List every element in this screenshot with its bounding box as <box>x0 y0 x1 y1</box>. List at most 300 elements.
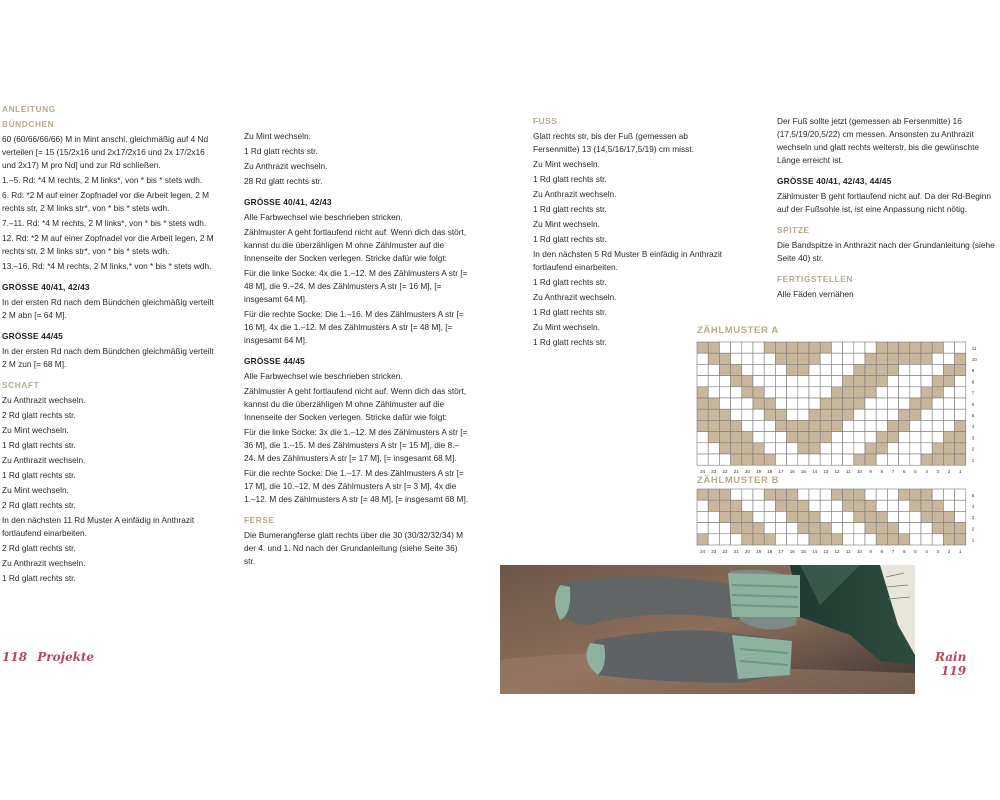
chart-cell-empty <box>843 511 854 522</box>
chart-cell-empty <box>753 409 764 420</box>
chart-cell-filled <box>943 364 954 375</box>
chart-cell-empty <box>731 489 742 500</box>
chart-cell-filled <box>955 432 966 443</box>
chart-cell-filled <box>809 534 820 545</box>
chart-cell-filled <box>910 353 921 364</box>
chart-cell-filled <box>876 443 887 454</box>
chart-cell-empty <box>764 364 775 375</box>
chart-cell-empty <box>831 364 842 375</box>
chart-cell-empty <box>843 353 854 364</box>
heading-all-sizes: GRÖSSE 40/41, 42/43, 44/45 <box>777 176 892 186</box>
chart-cell-empty <box>787 443 798 454</box>
chart-b <box>697 489 975 554</box>
chart-cell-empty <box>955 409 966 420</box>
section-anleitung: ANLEITUNG <box>2 104 56 114</box>
chart-cell-empty <box>719 454 730 465</box>
chart-cell-filled <box>719 420 730 431</box>
chart-cell-filled <box>809 443 820 454</box>
chart-cell-filled <box>955 353 966 364</box>
chart-cell-empty <box>775 454 786 465</box>
schaft-line: 1 Rd glatt rechts str. <box>2 440 76 450</box>
chart-cell-filled <box>865 511 876 522</box>
chart-cell-filled <box>865 523 876 534</box>
chart-cell-filled <box>865 443 876 454</box>
chart-cell-empty <box>798 376 809 387</box>
chart-cell-filled <box>921 454 932 465</box>
chart-cell-empty <box>887 398 898 409</box>
chart-cell-filled <box>798 364 809 375</box>
chart-cell-empty <box>742 500 753 511</box>
row-instruction: 6. Rd: *2 M auf einer Zopfnadel vor die Arbeit legen, 2 M rechts str, 2 M links str*, von * bis * stets wdh. <box>2 190 210 213</box>
chart-cell-filled <box>742 534 753 545</box>
paragraph: Für die rechte Socke: Die 1.–16. M des Zählmusters A str [= 16 M], 4x die 1.–12. M des Zählmusters A str [= 48 M], [= insgesamt 64 M]. <box>244 309 464 345</box>
column-number: 13 <box>823 469 829 475</box>
chart-cell-filled <box>719 353 730 364</box>
column-number: 12 <box>834 469 840 475</box>
chart-cell-filled <box>798 500 809 511</box>
chart-cell-empty <box>742 409 753 420</box>
column-number: 21 <box>733 469 739 475</box>
chart-cell-filled <box>831 489 842 500</box>
chart-cell-empty <box>820 364 831 375</box>
chart-cell-empty <box>943 409 954 420</box>
chart-cell-filled <box>843 398 854 409</box>
row-number: 8 <box>971 379 975 385</box>
chart-cell-filled <box>943 534 954 545</box>
chart-cell-empty <box>854 432 865 443</box>
chart-cell-empty <box>719 376 730 387</box>
chart-cell-filled <box>865 376 876 387</box>
chart-cell-empty <box>708 523 719 534</box>
chart-cell-filled <box>831 420 842 431</box>
chart-cell-empty <box>899 500 910 511</box>
chart-cell-empty <box>843 364 854 375</box>
instruction-line: Zu Anthrazit wechseln. <box>533 189 617 199</box>
chart-cell-empty <box>697 454 708 465</box>
chart-cell-empty <box>921 364 932 375</box>
chart-cell-filled <box>854 398 865 409</box>
chart-cell-empty <box>753 376 764 387</box>
chart-cell-empty <box>719 523 730 534</box>
chart-cell-empty <box>865 398 876 409</box>
chart-cell-filled <box>787 353 798 364</box>
column-number: 5 <box>914 469 917 475</box>
chart-cell-empty <box>775 398 786 409</box>
chart-cell-empty <box>809 489 820 500</box>
chart-cell-empty <box>764 420 775 431</box>
instruction-line: Zu Mint wechseln. <box>533 219 600 229</box>
chart-cell-empty <box>932 432 943 443</box>
chart-cell-filled <box>899 420 910 431</box>
chart-cell-filled <box>787 432 798 443</box>
chart-cell-empty <box>787 523 798 534</box>
chart-cell-filled <box>708 420 719 431</box>
column-number: 15 <box>800 549 806 554</box>
chart-cell-empty <box>787 387 798 398</box>
chart-cell-empty <box>708 511 719 522</box>
chart-cell-empty <box>955 387 966 398</box>
chart-cell-empty <box>708 364 719 375</box>
chart-cell-filled <box>753 534 764 545</box>
chart-cell-empty <box>887 387 898 398</box>
chart-cell-filled <box>764 398 775 409</box>
section-spitze: SPITZE <box>777 225 810 235</box>
row-number: 3 <box>971 435 975 441</box>
chart-cell-filled <box>932 500 943 511</box>
row-number: 2 <box>971 526 975 532</box>
chart-cell-filled <box>708 398 719 409</box>
chart-cell-empty <box>887 500 898 511</box>
column-number: 13 <box>823 549 829 554</box>
chart-cell-filled <box>809 523 820 534</box>
chart-cell-filled <box>764 409 775 420</box>
chart-cell-filled <box>731 443 742 454</box>
foot-length-text: Der Fuß sollte jetzt (gemessen ab Fersenmitte) 16 (17,5/19/20,5/22) cm messen. Ansonsten zu Anthrazit wechseln und glatt rechts weiterstr, bis die gewünschte Länge erreicht ist. <box>777 116 979 165</box>
paragraph: Zählmuster A geht fortlaufend nicht auf. Wenn dich das stört, kannst du die überzähligen M ohne Zählmuster auf die Innenseite der Socken verlegen. Stricke dafür wie folgt: <box>244 386 467 422</box>
chart-cell-filled <box>775 353 786 364</box>
chart-cell-empty <box>775 534 786 545</box>
chart-cell-filled <box>787 489 798 500</box>
chart-cell-empty <box>775 432 786 443</box>
chart-cell-empty <box>719 534 730 545</box>
chart-cell-filled <box>876 342 887 353</box>
chart-cell-filled <box>887 432 898 443</box>
chart-cell-filled <box>955 523 966 534</box>
chart-cell-empty <box>854 409 865 420</box>
chart-cell-filled <box>921 353 932 364</box>
chart-cell-empty <box>719 342 730 353</box>
chart-cell-filled <box>910 489 921 500</box>
section-ferse: FERSE <box>244 515 275 525</box>
chart-cell-empty <box>887 443 898 454</box>
section-label-left: Projekte <box>37 650 95 664</box>
chart-cell-empty <box>753 364 764 375</box>
buendchen-text: 60 (60/66/66/66) M in Mint anschl, gleichmäßig auf 4 Nd verteilen [= 15 (15/2x16 und 2x17/2x16 und 2x 17/2x16 und 2x17) M pro Nd] und zur Rd schließen. <box>2 134 209 170</box>
chart-cell-filled <box>943 376 954 387</box>
column-number: 17 <box>778 549 784 554</box>
chart-cell-empty <box>887 376 898 387</box>
chart-cell-filled <box>955 364 966 375</box>
chart-cell-filled <box>876 364 887 375</box>
schaft-line: Zu Mint wechseln. <box>2 485 69 495</box>
chart-cell-empty <box>775 387 786 398</box>
chart-cell-filled <box>731 500 742 511</box>
chart-cell-empty <box>899 454 910 465</box>
chart-cell-empty <box>697 523 708 534</box>
schaft-line: 1 Rd glatt rechts str. <box>2 470 76 480</box>
chart-cell-empty <box>854 342 865 353</box>
size-40-43-text: In der ersten Rd nach dem Bündchen gleichmäßig verteilt 2 M abn [= 64 M]. <box>2 297 214 320</box>
chart-cell-filled <box>820 534 831 545</box>
chart-cell-empty <box>820 387 831 398</box>
chart-cell-empty <box>910 364 921 375</box>
chart-cell-empty <box>753 511 764 522</box>
schaft-line: 2 Rd glatt rechts str. <box>2 543 76 553</box>
chart-cell-filled <box>731 420 742 431</box>
page-number-right: 119 <box>941 664 967 678</box>
folio-right <box>935 650 1000 678</box>
chart-cell-filled <box>899 489 910 500</box>
section-schaft: SCHAFT <box>2 380 40 390</box>
schaft-line: 2 Rd glatt rechts str. <box>2 500 76 510</box>
chart-cell-empty <box>798 489 809 500</box>
chart-cell-empty <box>843 342 854 353</box>
chart-cell-empty <box>753 432 764 443</box>
chart-cell-filled <box>798 511 809 522</box>
instruction-line: 1 Rd glatt rechts str. <box>533 234 607 244</box>
chart-cell-filled <box>708 500 719 511</box>
chart-cell-empty <box>787 534 798 545</box>
chart-cell-empty <box>764 432 775 443</box>
chart-cell-empty <box>820 376 831 387</box>
chart-cell-empty <box>809 376 820 387</box>
chart-cell-empty <box>921 523 932 534</box>
chart-cell-filled <box>742 432 753 443</box>
chart-cell-filled <box>809 432 820 443</box>
chart-cell-filled <box>719 511 730 522</box>
column-number: 3 <box>936 549 940 554</box>
fuss-text: Glatt rechts str, bis der Fuß (gemessen ab Fersenmitte) 13 (14,5/16/17,5/19) cm misst. <box>533 131 694 154</box>
chart-cell-empty <box>775 364 786 375</box>
chart-cell-filled <box>697 534 708 545</box>
schaft-line: 2 Rd glatt rechts str. <box>2 410 76 420</box>
chart-cell-filled <box>798 342 809 353</box>
column-number: 16 <box>789 469 795 475</box>
row-number: 7 <box>971 390 975 396</box>
chart-cell-filled <box>921 489 932 500</box>
chart-cell-filled <box>798 432 809 443</box>
chart-cell-empty <box>910 432 921 443</box>
chart-cell-filled <box>955 454 966 465</box>
heading-size-44-45: GRÖSSE 44/45 <box>244 356 305 366</box>
chart-cell-empty <box>955 398 966 409</box>
chart-cell-filled <box>943 432 954 443</box>
chart-cell-filled <box>876 376 887 387</box>
chart-cell-empty <box>899 387 910 398</box>
chart-cell-empty <box>787 376 798 387</box>
chart-cell-filled <box>899 409 910 420</box>
row-number: 4 <box>971 424 975 430</box>
chart-cell-empty <box>955 489 966 500</box>
chart-cell-filled <box>899 342 910 353</box>
chart-cell-empty <box>854 420 865 431</box>
chart-cell-empty <box>708 534 719 545</box>
chart-cell-filled <box>932 523 943 534</box>
chart-cell-empty <box>932 398 943 409</box>
chart-cell-filled <box>921 387 932 398</box>
column-number: 10 <box>856 549 862 554</box>
chart-cell-empty <box>932 364 943 375</box>
chart-cell-empty <box>887 511 898 522</box>
chart-cell-empty <box>876 387 887 398</box>
chart-cell-empty <box>854 353 865 364</box>
chart-cell-filled <box>753 387 764 398</box>
chart-cell-filled <box>955 420 966 431</box>
chart-cell-empty <box>943 500 954 511</box>
chart-cell-empty <box>921 432 932 443</box>
chart-cell-filled <box>921 500 932 511</box>
chart-cell-filled <box>708 409 719 420</box>
instruction-line: 28 Rd glatt rechts str. <box>244 176 323 186</box>
chart-cell-empty <box>932 489 943 500</box>
chart-cell-empty <box>843 443 854 454</box>
chart-cell-empty <box>943 387 954 398</box>
row-number: 6 <box>971 401 975 407</box>
all-sizes-text: Zählmuster B geht fortlaufend nicht auf. Da der Rd-Beginn auf der Fußsohle ist, ist eine Anpassung nicht nötig. <box>777 191 991 214</box>
chart-cell-filled <box>887 353 898 364</box>
chart-cell-filled <box>742 454 753 465</box>
chart-cell-empty <box>764 376 775 387</box>
column-number: 12 <box>834 549 840 554</box>
chart-cell-empty <box>753 420 764 431</box>
column-number: 6 <box>902 549 906 554</box>
chart-cell-filled <box>854 376 865 387</box>
chart-cell-empty <box>697 511 708 522</box>
chart-cell-filled <box>775 500 786 511</box>
chart-cell-empty <box>910 443 921 454</box>
chart-cell-empty <box>854 523 865 534</box>
chart-cell-empty <box>742 398 753 409</box>
column-number: 7 <box>891 469 895 475</box>
chart-cell-empty <box>910 534 921 545</box>
chart-cell-filled <box>854 454 865 465</box>
paragraph: Für die linke Socke: 3x die 1.–12. M des Zählmusters A str [= 36 M], die 1.–15. M des Zählmusters A str [= 15 M], die 8.–24. M des Zählmusters A str [= 17 M], [= insgesamt 68 M]. <box>244 427 468 463</box>
row-number: 1 <box>971 457 975 463</box>
row-instruction: 7.–11. Rd: *4 M rechts, 2 M links*, von * bis * stets wdh. <box>2 218 207 228</box>
chart-cell-empty <box>787 398 798 409</box>
paragraph: Für die linke Socke: 4x die 1.–12. M des Zählmusters A str [= 48 M], die 9.–24. M des Zählmusters A str [= 16 M], [= insgesamt 64 M]. <box>244 268 468 304</box>
page-number-left: 118 <box>2 650 28 664</box>
chart-cell-filled <box>719 364 730 375</box>
chart-cell-filled <box>899 534 910 545</box>
chart-cell-filled <box>843 376 854 387</box>
section-buendchen: BÜNDCHEN <box>2 119 55 129</box>
chart-cell-filled <box>787 364 798 375</box>
column-number: 24 <box>700 469 706 475</box>
column-number: 20 <box>744 469 750 475</box>
chart-a <box>697 342 977 475</box>
column-number: 5 <box>914 549 917 554</box>
chart-cell-empty <box>910 387 921 398</box>
chart-cell-filled <box>731 432 742 443</box>
chart-cell-empty <box>719 387 730 398</box>
column-number: 4 <box>925 549 928 554</box>
chart-cell-empty <box>731 387 742 398</box>
column-number: 10 <box>856 469 862 475</box>
chart-cell-empty <box>887 489 898 500</box>
chart-cell-empty <box>820 454 831 465</box>
chart-cell-empty <box>831 443 842 454</box>
chart-cell-filled <box>798 523 809 534</box>
folio-left <box>2 650 94 664</box>
chart-cell-empty <box>943 489 954 500</box>
schaft-line: In den nächsten 11 Rd Muster A einfädig in Anthrazit fortlaufend einarbeiten. <box>2 515 195 538</box>
chart-cell-filled <box>831 534 842 545</box>
column-2 <box>244 130 469 570</box>
chart-cell-empty <box>731 409 742 420</box>
column-number: 19 <box>756 469 762 475</box>
column-number: 23 <box>711 549 717 554</box>
chart-cell-filled <box>697 489 708 500</box>
column-number: 23 <box>711 469 717 475</box>
column-number: 16 <box>789 549 795 554</box>
chart-cell-filled <box>899 353 910 364</box>
chart-cell-filled <box>887 534 898 545</box>
chart-cell-empty <box>753 489 764 500</box>
instruction-line: 1 Rd glatt rechts str. <box>533 307 607 317</box>
chart-cell-filled <box>798 443 809 454</box>
chart-cell-empty <box>798 534 809 545</box>
paragraph: Zählmuster A geht fortlaufend nicht auf. Wenn dich das stört, kannst du die überzähligen M ohne Zählmuster auf die Innenseite der Socken verlegen. Stricke dafür wie folgt: <box>244 227 467 263</box>
column-number: 1 <box>958 469 962 475</box>
chart-cell-filled <box>719 409 730 420</box>
instruction-line: 1 Rd glatt rechts str. <box>533 277 607 287</box>
chart-cell-empty <box>820 443 831 454</box>
chart-cell-filled <box>910 409 921 420</box>
chart-cell-filled <box>719 489 730 500</box>
instruction-line: Zu Anthrazit wechseln. <box>533 292 617 302</box>
chart-cell-empty <box>764 500 775 511</box>
row-number: 3 <box>971 515 975 521</box>
column-number: 14 <box>812 469 818 475</box>
chart-cell-empty <box>899 443 910 454</box>
chart-cell-filled <box>865 500 876 511</box>
chart-cell-empty <box>697 443 708 454</box>
chart-cell-empty <box>932 420 943 431</box>
chart-cell-filled <box>775 489 786 500</box>
chart-cell-empty <box>831 511 842 522</box>
size-44-45-text: In der ersten Rd nach dem Bündchen gleichmäßig verteilt 2 M zun [= 68 M]. <box>2 346 214 369</box>
chart-cell-empty <box>921 443 932 454</box>
instruction-line: 1 Rd glatt rechts str. <box>533 174 607 184</box>
chart-cell-empty <box>798 398 809 409</box>
chart-cell-filled <box>731 511 742 522</box>
chart-cell-empty <box>697 353 708 364</box>
chart-cell-filled <box>697 342 708 353</box>
chart-cell-empty <box>731 398 742 409</box>
chart-cell-empty <box>899 364 910 375</box>
chart-cell-empty <box>865 489 876 500</box>
chart-cell-empty <box>753 353 764 364</box>
chart-cell-empty <box>955 500 966 511</box>
chart-cell-empty <box>932 409 943 420</box>
chart-cell-empty <box>854 534 865 545</box>
column-number: 4 <box>925 469 928 475</box>
chart-cell-filled <box>719 443 730 454</box>
chart-cell-empty <box>921 376 932 387</box>
chart-cell-empty <box>887 409 898 420</box>
chart-cell-filled <box>854 511 865 522</box>
chart-cell-empty <box>887 454 898 465</box>
chart-cell-filled <box>932 454 943 465</box>
socks-photo <box>500 565 915 694</box>
chart-cell-filled <box>932 376 943 387</box>
column-number: 19 <box>756 549 762 554</box>
chart-cell-empty <box>719 398 730 409</box>
chart-cell-empty <box>820 511 831 522</box>
chart-cell-empty <box>697 432 708 443</box>
instruction-line: Zu Mint wechseln. <box>244 131 311 141</box>
chart-cell-filled <box>798 353 809 364</box>
chart-cell-filled <box>831 398 842 409</box>
column-number: 17 <box>778 469 784 475</box>
chart-cell-empty <box>708 376 719 387</box>
chart-cell-empty <box>899 511 910 522</box>
column-number: 9 <box>869 549 872 554</box>
chart-cell-empty <box>820 500 831 511</box>
column-number: 7 <box>891 549 895 554</box>
chart-cell-empty <box>787 409 798 420</box>
